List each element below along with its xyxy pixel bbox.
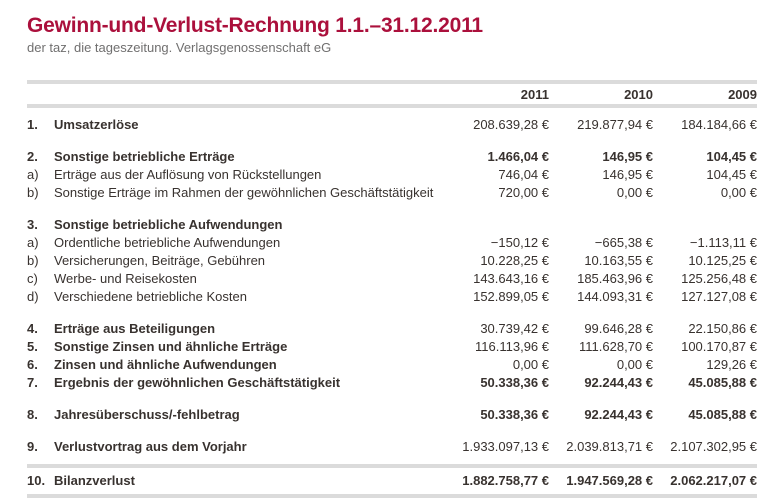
value-2010: 2.039.813,71 € [566,439,653,455]
value-2009: 22.150,86 € [688,321,757,337]
row-label: Ordentliche betriebliche Aufwendungen [54,235,281,251]
table-row [27,320,757,338]
row-number: 8. [27,407,38,423]
divider [27,104,757,108]
value-2010: 185.463,96 € [577,271,653,287]
row-number: 3. [27,217,38,233]
row-label: Bilanzverlust [54,473,135,489]
value-2009: 10.125,25 € [688,253,757,269]
value-2009: 127.127,08 € [681,289,757,305]
row-label: Verlustvortrag aus dem Vorjahr [54,439,247,455]
row-label: Sonstige Zinsen und ähnliche Erträge [54,339,288,355]
value-2009: 45.085,88 € [688,407,757,423]
page-subtitle: der taz, die tageszeitung. Verlagsgenossenschaft eG [27,40,332,56]
value-2010: 92.244,43 € [584,407,653,423]
value-2011: 0,00 € [512,357,549,373]
value-2010: 0,00 € [616,357,653,373]
row-label: Erträge aus der Auflösung von Rückstellungen [54,167,322,183]
value-2009: 184.184,66 € [681,117,757,133]
table-row [27,184,757,202]
value-2009: 104,45 € [706,167,757,183]
table-row [27,438,757,456]
table-row [27,288,757,306]
table-row [27,338,757,356]
value-2010: 99.646,28 € [584,321,653,337]
row-number: c) [27,271,38,287]
value-2011: 746,04 € [498,167,549,183]
value-2011: 50.338,36 € [480,407,549,423]
row-label: Versicherungen, Beiträge, Gebühren [54,253,266,269]
row-number: 9. [27,439,38,455]
value-2011: 10.228,25 € [480,253,549,269]
table-row [27,374,757,392]
row-label: Sonstige betriebliche Erträge [54,149,235,165]
row-label: Sonstige betriebliche Aufwendungen [54,217,283,233]
page-title: Gewinn-und-Verlust-Rechnung 1.1.–31.12.2011 [27,14,483,37]
table-row [27,216,757,234]
value-2009: 104,45 € [706,149,757,165]
row-label: Werbe- und Reisekosten [54,271,197,287]
value-2010: 0,00 € [616,185,653,201]
value-2009: 129,26 € [706,357,757,373]
row-number: 4. [27,321,38,337]
value-2010: 146,95 € [602,167,653,183]
row-number: b) [27,185,39,201]
table-row [27,116,757,134]
row-number: a) [27,167,39,183]
value-2009: −1.113,11 € [689,235,757,251]
value-2009: 0,00 € [720,185,757,201]
value-2011: 208.639,28 € [473,117,549,133]
row-label: Zinsen und ähnliche Aufwendungen [54,357,277,373]
value-2009: 2.062.217,07 € [670,473,757,489]
row-label: Ergebnis der gewöhnlichen Geschäftstätigkeit [54,375,341,391]
value-2010: 1.947.569,28 € [566,473,653,489]
table-row-total [27,468,757,494]
row-number: a) [27,235,39,251]
value-2011: 152.899,05 € [473,289,549,305]
value-2009: 2.107.302,95 € [670,439,757,455]
value-2009: 125.256,48 € [681,271,757,287]
table-header-row [27,84,757,104]
row-number: 7. [27,375,38,391]
table-row [27,270,757,288]
row-number: 1. [27,117,38,133]
row-number: 6. [27,357,38,373]
row-label: Verschiedene betriebliche Kosten [54,289,247,305]
value-2011: 1.466,04 € [487,149,549,165]
value-2011: 116.113,96 € [475,339,549,355]
value-2011: 1.882.758,77 € [462,473,549,489]
value-2009: 45.085,88 € [688,375,757,391]
table-row [27,166,757,184]
row-number: 10. [27,473,46,489]
row-label: Sonstige Erträge im Rahmen der gewöhnlichen Geschäftstätigkeit [54,185,434,201]
table-row [27,356,757,374]
divider [27,494,757,498]
value-2010: 219.877,94 € [577,117,653,133]
pnl-table [27,116,757,498]
value-2010: 146,95 € [602,149,653,165]
table-row [27,148,757,166]
value-2011: 1.933.097,13 € [462,439,549,455]
table-row [27,252,757,270]
value-2010: −665,38 € [594,235,653,251]
value-2011: 720,00 € [498,185,549,201]
row-number: b) [27,253,39,269]
table-row [27,406,757,424]
column-header-2011: 2011 [520,87,549,103]
value-2011: 50.338,36 € [480,375,549,391]
value-2009: 100.170,87 € [681,339,757,355]
row-number: d) [27,289,39,305]
value-2010: 92.244,43 € [584,375,653,391]
value-2010: 144.093,31 € [577,289,653,305]
value-2010: 111.628,70 € [579,339,653,355]
value-2010: 10.163,55 € [584,253,653,269]
column-header-2009: 2009 [728,87,757,103]
row-number: 2. [27,149,38,165]
row-number: 5. [27,339,38,355]
value-2011: −150,12 € [490,235,549,251]
value-2011: 143.643,16 € [473,271,549,287]
row-label: Erträge aus Beteiligungen [54,321,216,337]
value-2011: 30.739,42 € [480,321,549,337]
table-row [27,234,757,252]
column-header-2010: 2010 [624,87,653,103]
row-label: Jahresüberschuss/-fehlbetrag [54,407,240,423]
row-label: Umsatzerlöse [54,117,139,133]
